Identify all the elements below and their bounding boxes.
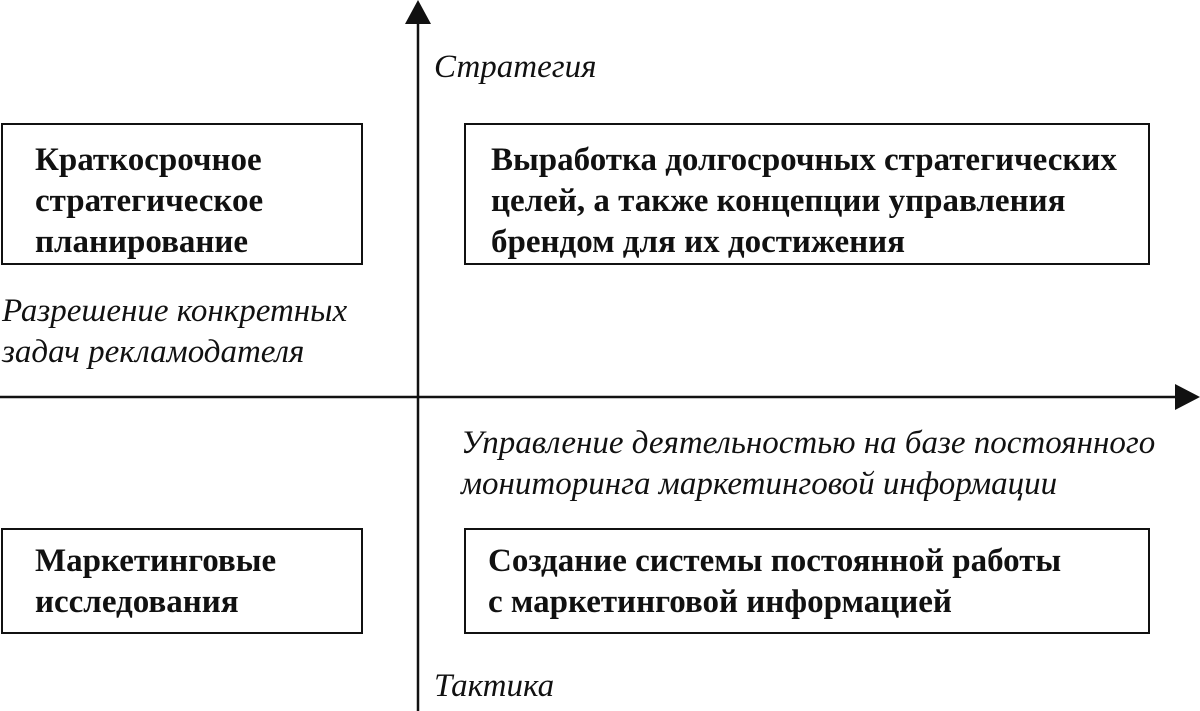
box-text-line: Маркетинговые bbox=[35, 543, 277, 579]
box-text-line: Создание системы постоянной работы bbox=[488, 543, 1062, 579]
box-marketing-info-system bbox=[464, 528, 1150, 634]
box-text-line: планирование bbox=[35, 224, 249, 260]
box-marketing-research bbox=[1, 528, 363, 634]
box-text-line: брендом для их достижения bbox=[491, 224, 905, 260]
box-short-term-planning bbox=[1, 123, 363, 265]
axis-label-tactics: Тактика bbox=[434, 668, 555, 704]
axis-label-left-line: задач рекламодателя bbox=[2, 334, 305, 370]
axis-label-right-line: Управление деятельностью на базе постоянного bbox=[461, 425, 1156, 461]
axis-label-strategy: Стратегия bbox=[434, 49, 597, 85]
box-text-line: с маркетинговой информацией bbox=[488, 584, 952, 620]
vertical-axis-arrow-icon bbox=[405, 0, 431, 24]
horizontal-axis-arrow-icon bbox=[1175, 384, 1200, 410]
box-text-line: Выработка долгосрочных стратегических bbox=[491, 142, 1117, 178]
box-text-line: Краткосрочное bbox=[35, 142, 262, 178]
axis-label-left bbox=[2, 291, 347, 373]
box-text-line: целей, а также концепции управления bbox=[491, 183, 1066, 219]
box-text-line: исследования bbox=[35, 584, 239, 620]
axis-label-right bbox=[461, 423, 1155, 505]
box-text-line: стратегическое bbox=[35, 183, 264, 219]
axis-label-right-line: мониторинга маркетинговой информации bbox=[461, 466, 1058, 502]
axis-label-left-line: Разрешение конкретных bbox=[2, 293, 348, 329]
box-long-term-goals bbox=[464, 123, 1150, 265]
